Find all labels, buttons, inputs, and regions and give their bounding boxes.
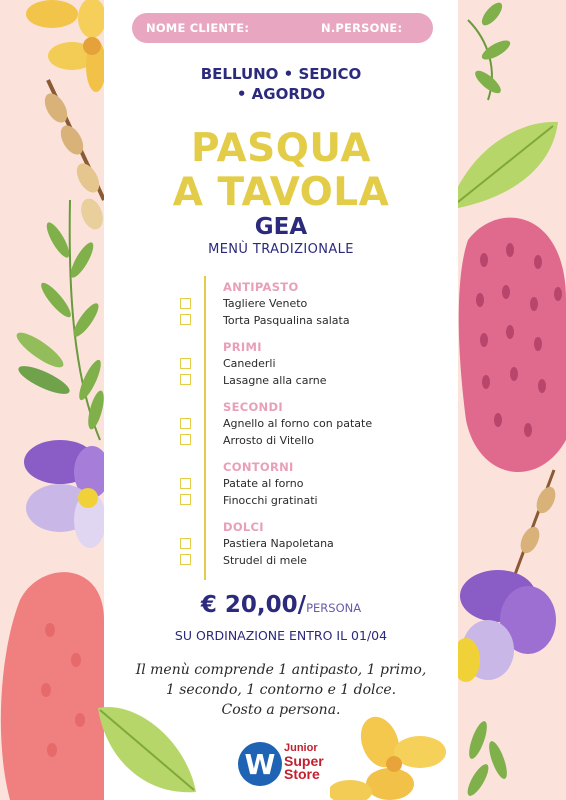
logo-line3: Store [284, 766, 320, 782]
pansy-flower-icon [458, 570, 556, 682]
section-title-antipasto: ANTIPASTO [223, 280, 299, 294]
locations-line1: BELLUNO • SEDICO [200, 65, 362, 83]
checkbox-strudel[interactable] [180, 554, 191, 565]
section-title-secondi: SECONDI [223, 400, 283, 414]
checkbox-tagliere-veneto[interactable] [180, 298, 191, 309]
left-floral-decoration [0, 0, 104, 800]
checkbox-torta-pasqualina[interactable] [180, 314, 191, 325]
menu-item: Arrosto di Vitello [223, 434, 314, 447]
title-line1: PASQUA [190, 126, 372, 171]
green-leaf-icon [458, 122, 558, 210]
menu-item: Finocchi gratinati [223, 494, 318, 507]
green-leaf-icon [96, 700, 206, 800]
menu-item: Strudel di mele [223, 554, 307, 567]
logo-text [284, 742, 324, 781]
note-line3: Costo a persona. [221, 702, 341, 718]
note-line2: 1 secondo, 1 contorno e 1 dolce. [165, 682, 397, 698]
leaf-stem-icon [12, 200, 104, 440]
price [104, 592, 458, 618]
menu-item: Torta Pasqualina salata [223, 314, 350, 327]
pansy-flower-icon [24, 440, 104, 548]
pink-egg-icon [459, 218, 566, 472]
logo-line2: Super [284, 753, 324, 769]
menu-item: Canederli [223, 357, 276, 370]
menu-item: Lasagne alla carne [223, 374, 327, 387]
header-bar [132, 13, 433, 43]
easter-egg-icon [1, 572, 104, 800]
checkbox-agnello[interactable] [180, 418, 191, 429]
section-title-contorni: CONTORNI [223, 460, 294, 474]
section-title-primi: PRIMI [223, 340, 262, 354]
checkbox-arrosto[interactable] [180, 434, 191, 445]
page-title [104, 127, 458, 215]
people-count-label[interactable]: N.PERSONE: [321, 21, 403, 35]
section-title-dolci: DOLCI [223, 520, 264, 534]
price-amount: € 20,00/ [200, 592, 307, 618]
order-deadline: SU ORDINAZIONE ENTRO IL 01/04 [174, 628, 388, 643]
menu-item: Agnello al forno con patate [223, 417, 373, 430]
menu-item: Patate al forno [223, 477, 304, 490]
menu-panel [104, 0, 458, 800]
right-floral-decoration [458, 0, 566, 800]
client-name-label[interactable]: NOME CLIENTE: [146, 21, 250, 35]
checkbox-pastiera[interactable] [180, 538, 191, 549]
menu-divider-line [204, 276, 206, 580]
checkbox-canederli[interactable] [180, 358, 191, 369]
yellow-flower-icon [26, 0, 104, 92]
menu-item: Pastiera Napoletana [223, 537, 334, 550]
locations [104, 64, 458, 104]
menu-name: GEA [254, 214, 308, 240]
logo-mark: W [238, 742, 282, 786]
willow-branch-icon [40, 80, 104, 232]
locations-line2: • AGORDO [236, 85, 326, 103]
checkbox-lasagne[interactable] [180, 374, 191, 385]
title-line2: A TAVOLA [172, 170, 390, 215]
price-per: PERSONA [306, 601, 362, 615]
yellow-flower-icon [330, 712, 470, 800]
checkbox-patate[interactable] [180, 478, 191, 489]
leaf-sprig-icon [468, 0, 513, 100]
menu-item: Tagliere Veneto [223, 297, 308, 310]
logo-line1: Junior [284, 742, 318, 754]
checkbox-finocchi[interactable] [180, 494, 191, 505]
store-logo [238, 740, 328, 790]
note-line1: Il menù comprende 1 antipasto, 1 primo, [135, 662, 427, 678]
menu-subtitle: MENÙ TRADIZIONALE [208, 242, 354, 257]
leaf-sprig-icon [464, 719, 511, 798]
